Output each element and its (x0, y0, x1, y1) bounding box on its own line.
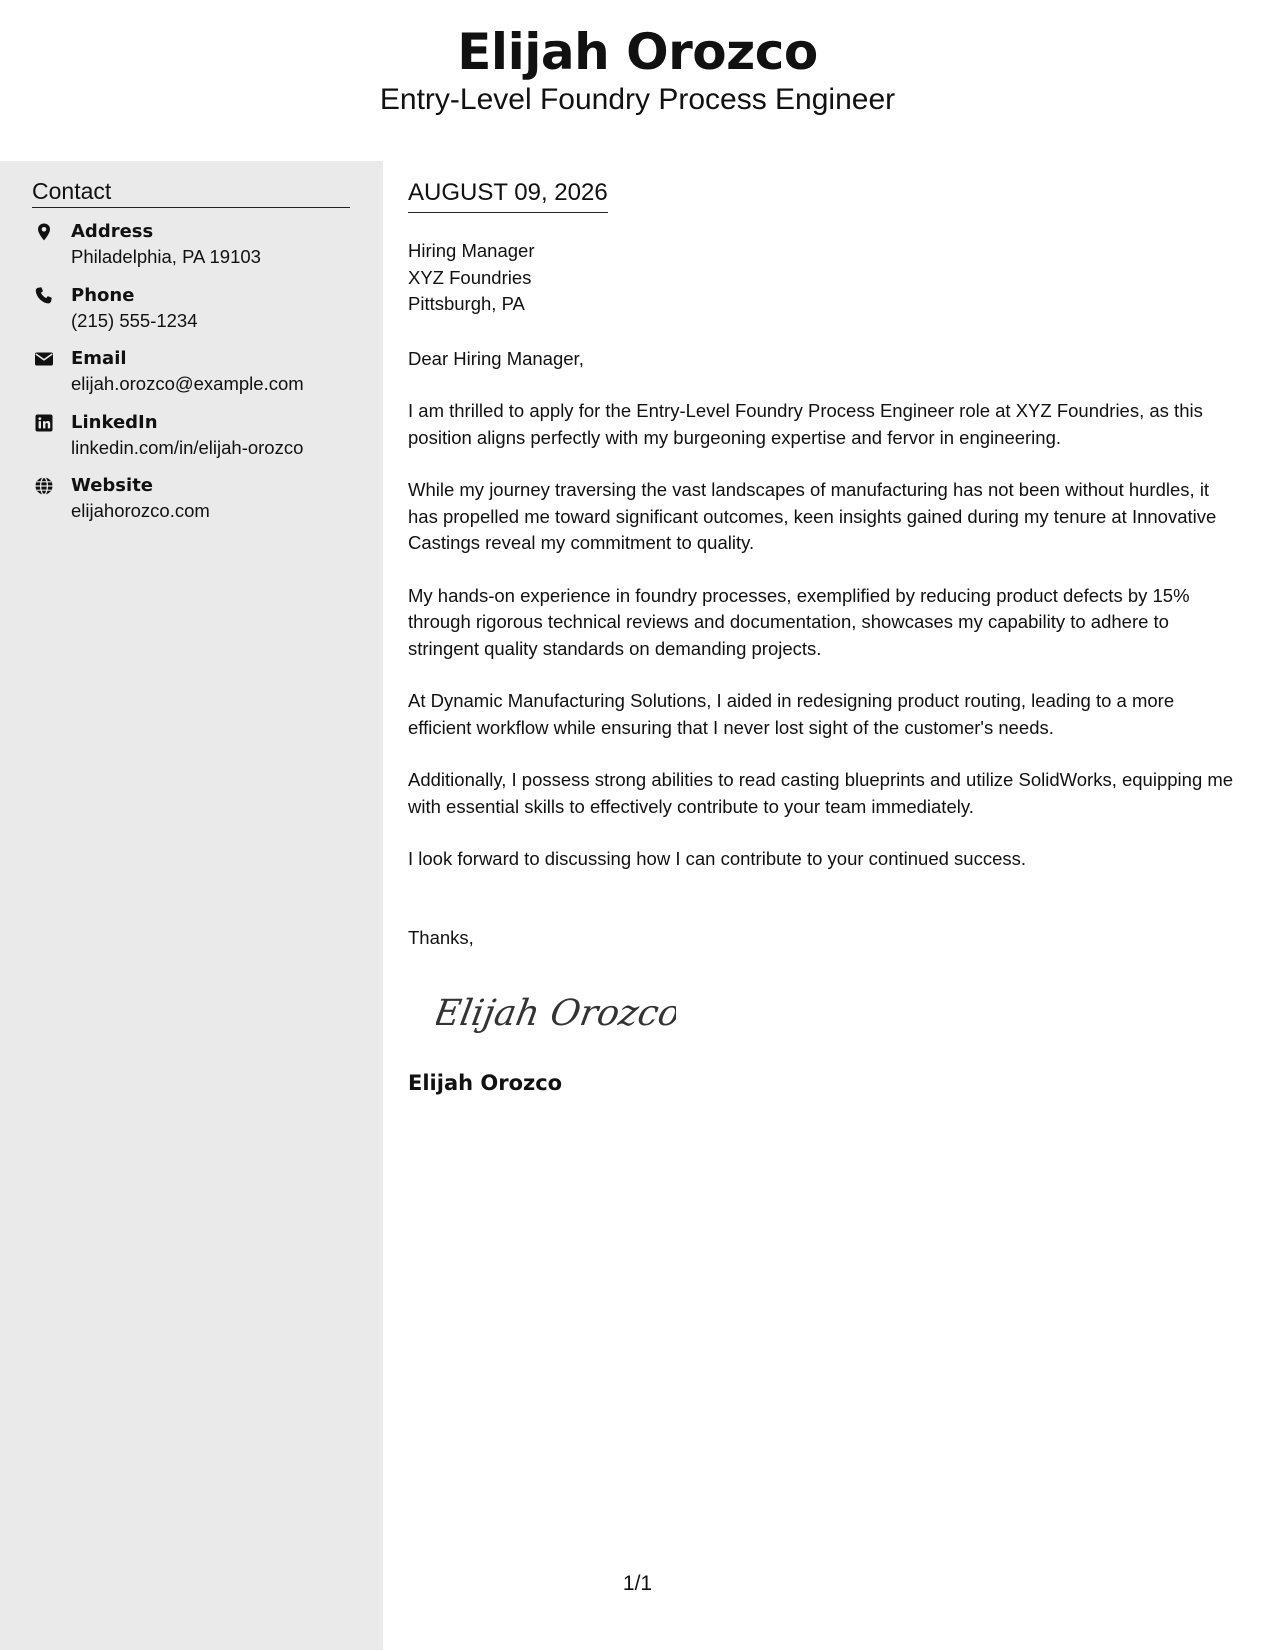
recipient-line: Hiring Manager (408, 240, 535, 261)
paragraph: At Dynamic Manufacturing Solutions, I aided in redesigning product routing, leading to a more efficient workflow while ensuring that I never lost sight of the customer's needs. (408, 690, 1175, 738)
phone-value: (215) 555-1234 (71, 309, 198, 331)
applicant-name: Elijah Orozco (457, 23, 818, 81)
contact-label: Email (71, 348, 127, 369)
contact-item-website (32, 473, 362, 537)
address-value: Philadelphia, PA 19103 (71, 246, 261, 267)
contact-item-phone (32, 283, 362, 347)
signature-text: Elijah Orozco (436, 991, 676, 1034)
linkedin-icon (34, 413, 54, 433)
page-number: 1/1 (622, 1572, 653, 1595)
contact-label: Phone (71, 284, 135, 306)
map-pin-icon (34, 222, 54, 242)
recipient-block (408, 238, 534, 318)
paragraph: I am thrilled to apply for the Entry-Level Foundry Process Engineer role at XYZ Foundries, as this position aligns perfectly with my burgeoning expertise and fervor in engineering. (408, 400, 1203, 448)
signer-name: Elijah Orozco (408, 1071, 563, 1095)
website-value: elijahorozco.com (71, 500, 210, 521)
contact-item-email (32, 346, 362, 410)
contact-item-address (32, 219, 362, 283)
paragraph: Additionally, I possess strong abilities to read casting blueprints and utilize SolidWorks, equipping me with essential skills to effectively contribute to your team immediately. (408, 769, 1234, 817)
paragraph: While my journey traversing the vast landscapes of manufacturing has not been without hurdles, it has propelled me toward significant outcomes, keen insights gained during my tenure at Innovative Castings reveal my commitment to quality. (408, 479, 1217, 553)
letter-header (0, 0, 1275, 161)
paragraph: I look forward to discussing how I can contribute to your continued success. (408, 848, 1027, 869)
paragraph: My hands-on experience in foundry processes, exemplified by reducing product defects by 15% through rigorous technical reviews and documentation, showcases my capability to adhere to stringent quality standards on demanding projects. (408, 584, 1190, 659)
recipient-line: XYZ Foundries (408, 266, 532, 288)
greeting: Dear Hiring Manager, (408, 348, 584, 369)
recipient-line: Pittsburgh, PA (408, 293, 525, 314)
email-value: elijah.orozco@example.com (71, 373, 304, 394)
globe-icon (34, 476, 54, 496)
contact-heading: Contact (32, 176, 350, 208)
phone-icon (34, 286, 54, 306)
contact-item-linkedin (32, 410, 362, 474)
letter-paragraphs (408, 398, 1238, 899)
contact-label: Website (71, 475, 154, 496)
closing: Thanks, (408, 927, 474, 948)
handwritten-signature (436, 981, 676, 1043)
job-title: Entry-Level Foundry Process Engineer (379, 83, 896, 116)
contact-label: Address (71, 221, 154, 242)
envelope-icon (34, 349, 54, 369)
contact-list (32, 219, 362, 537)
contact-label: LinkedIn (71, 411, 158, 433)
letter-date: AUGUST 09, 2026 (408, 178, 608, 213)
linkedin-value: linkedin.com/in/elijah-orozco (71, 436, 304, 458)
sidebar (0, 161, 383, 1650)
